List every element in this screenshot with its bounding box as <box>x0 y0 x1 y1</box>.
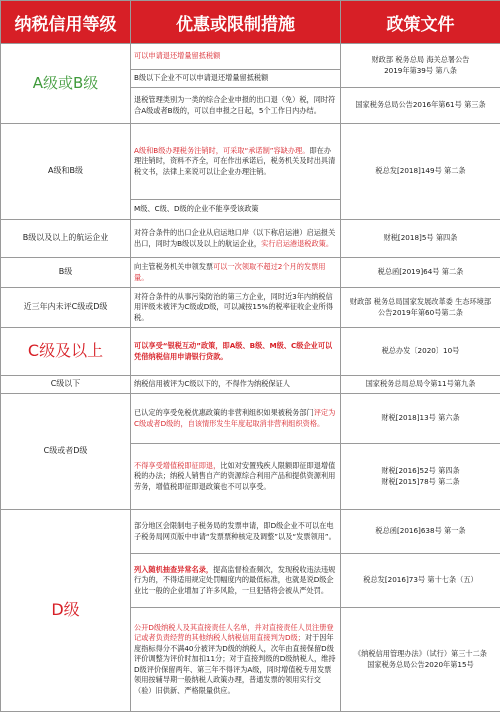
measure-cell <box>131 554 341 608</box>
table-row <box>1 328 500 376</box>
measure-cell <box>131 444 341 510</box>
doc-cell <box>341 288 500 328</box>
doc-cell: 国家税务总局总局令第11号第九条 <box>341 376 500 394</box>
doc-line: 财政部 税务总局 海关总署公告 <box>344 55 497 65</box>
header-measures: 优惠或限制措施 <box>131 1 341 44</box>
table-row <box>1 220 500 258</box>
doc-cell: 税总办发〔2020〕10号 <box>341 328 500 376</box>
level-cell: D级 <box>1 510 131 712</box>
measure-cell: 对符合条件的从事污染防治的第三方企业，同时近3年内纳税信用评级未被评为C级或D级，可以减按15%的税率征收企业所得税。 <box>131 288 341 328</box>
header-policy-docs: 政策文件 <box>341 1 500 44</box>
measure-cell <box>131 394 341 444</box>
measure-cell <box>131 220 341 258</box>
doc-cell: 税总发[2016]73号 第十七条（五） <box>341 554 500 608</box>
doc-cell: 财税[2018]13号 第六条 <box>341 394 500 444</box>
table-row <box>1 258 500 288</box>
level-cell: A级或B级 <box>1 44 131 124</box>
table-row <box>1 124 500 200</box>
level-cell: 近三年内未评C级或D级 <box>1 288 131 328</box>
table-row <box>1 510 500 554</box>
measure-cell: B级以下企业不可以申请退还增量留抵税额 <box>131 70 341 88</box>
measure-cell: 部分地区会限制电子税务局的发票申请，即D级企业不可以在电子税务局网页版中申请“发票票种核定及调整”以及“发票领用”。 <box>131 510 341 554</box>
measure-cell: 可以申请退还增量留抵税额 <box>131 44 341 70</box>
level-cell: C级以下 <box>1 376 131 394</box>
table-row <box>1 288 500 328</box>
doc-cell: 国家税务总局公告2016年第61号 第三条 <box>341 88 500 124</box>
table-row <box>1 394 500 444</box>
measure-text: 提高监督检查频次，发现税收违法违规行为的，不得适用规定处罚幅度内的最低标准，也就是说D级企业比一般的企业增加了许多风险，一旦犯错将会被从严处罚。 <box>134 565 335 595</box>
measure-cell: 可以享受“银税互动”政策，即A级、B级、M级、C级企业可以凭借纳税信用申请银行贷款。 <box>131 328 341 376</box>
doc-line: 财政部 税务总局国家发展改革委 生态环境部 <box>344 297 497 307</box>
measure-cell: 退税管理类别为一类的综合企业申报的出口退（免）税，同时符合A级或者B级的，可以自申报之日起，5个工作日内办结。 <box>131 88 341 124</box>
measure-highlight: 评定为C级或者D级的，自该情形发生年度起取消非营利组织资格。 <box>134 408 335 427</box>
measure-cell <box>131 608 341 712</box>
measure-highlight: 公开D级纳税人及其直接责任人名单，并对直接责任人员注册登记或者负责经营的其他纳税人纳税信用直接判为D级； <box>134 623 334 642</box>
measure-text: 比如对安置残疾人限额即征即退增值税的办法；纳税人销售自产的资源综合利用产品和提供资源利用劳务，增值税即征即退政策也不可以享受。 <box>134 461 335 491</box>
level-cell: B级 <box>1 258 131 288</box>
measure-highlight: A级和B级办理税务注销时，可采取“承诺制”容缺办理。 <box>134 146 309 155</box>
measure-cell: 纳税信用被评为C级以下的，不得作为纳税保证人 <box>131 376 341 394</box>
measure-cell <box>131 258 341 288</box>
measure-highlight: 列入随机抽查异常名录， <box>134 565 213 574</box>
table-row <box>1 44 500 70</box>
doc-cell: 税总发[2018]149号 第二条 <box>341 124 500 220</box>
level-cell: A级和B级 <box>1 124 131 220</box>
measure-text: 对符合条件的出口企业从启运地口岸（以下称启运港）启运报关出口，同时为B级以及以上的航运企业， <box>134 228 335 247</box>
table-row <box>1 376 500 394</box>
doc-cell <box>341 444 500 510</box>
level-cell: C级或者D级 <box>1 394 131 510</box>
measure-highlight: 不得享受增值税即征即退， <box>134 461 220 470</box>
level-cell: C级及以上 <box>1 328 131 376</box>
doc-line: 国家税务总局公告2020年第15号 <box>344 660 497 670</box>
doc-line: 2019年第39号 第八条 <box>344 66 497 76</box>
doc-cell: 税总函[2019]64号 第二条 <box>341 258 500 288</box>
measure-highlight: 可以一次领取不超过2个月的发票用量。 <box>134 262 325 281</box>
measure-cell: M级、C级、D级的企业不能享受该政策 <box>131 200 341 220</box>
measure-highlight: 实行启运港退税政策。 <box>261 239 333 248</box>
level-cell: B级以及以上的航运企业 <box>1 220 131 258</box>
doc-cell: 税总函[2016]638号 第一条 <box>341 510 500 554</box>
doc-line: 公告2019年第60号第二条 <box>344 308 497 318</box>
doc-line: 财税[2016]52号 第四条 <box>344 466 497 476</box>
header-credit-level: 纳税信用等级 <box>1 1 131 44</box>
measure-text: 对于因年度指标得分不满40分被评为D级的纳税人，次年由直接保留D级评价调整为评价时加扣11分；对于直接判级的D级纳税人，维持D级评价保留两年、第三年不得评为A级，同时增值税专用发票领用按辅导期一般纳税人政策办理，普通发票的领用实行交（验）旧供新、严格限量供应。 <box>134 633 336 694</box>
doc-cell: 财税[2018]5号 第四条 <box>341 220 500 258</box>
measure-text: 即在办理注销时，资料不齐全，可在作出承诺后，税务机关及时出具清税文书，法律上来说可以让企业办理注销。 <box>134 146 335 176</box>
measure-cell <box>131 124 341 200</box>
measure-text: 已认定的享受免税优惠政策的非营利组织如果被税务部门 <box>134 408 314 417</box>
doc-cell <box>341 608 500 712</box>
doc-cell <box>341 44 500 88</box>
table-header-row <box>1 1 500 44</box>
doc-line: 财税[2015]78号 第二条 <box>344 477 497 487</box>
measure-text: 向主管税务机关申领发票 <box>134 262 213 271</box>
doc-line: 《纳税信用管理办法》（试行）第三十二条 <box>344 649 497 659</box>
